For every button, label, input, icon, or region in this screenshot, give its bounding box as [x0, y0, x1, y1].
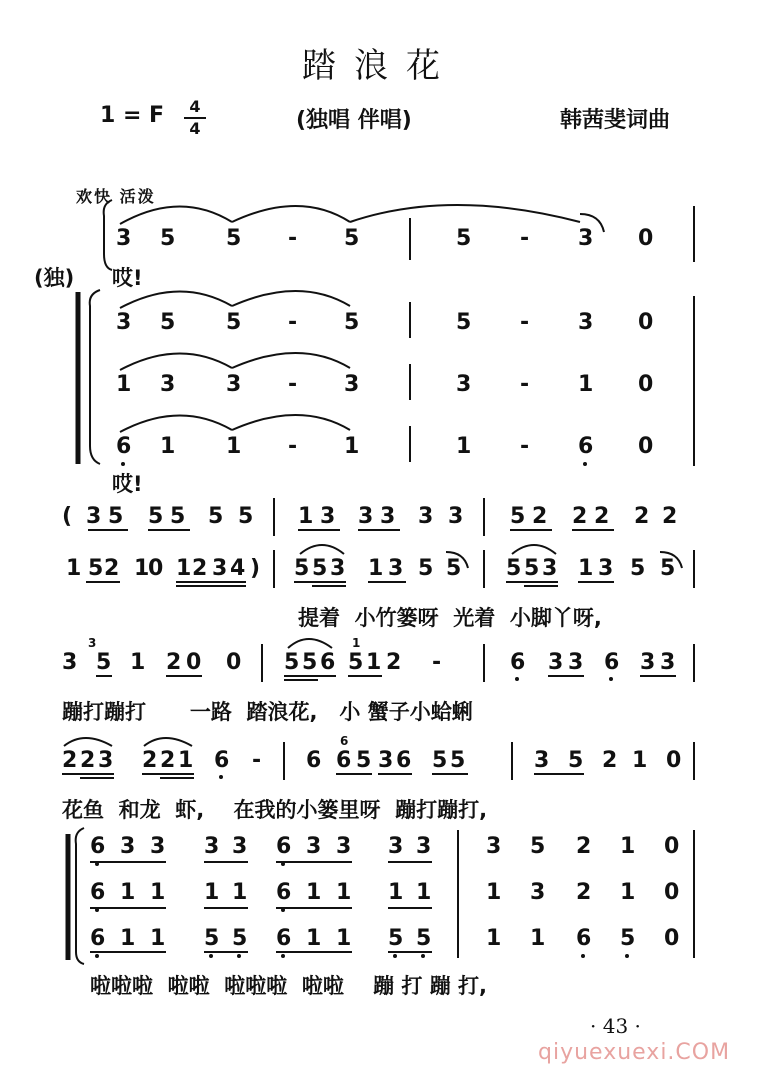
- note: 1: [530, 926, 546, 951]
- low-octave-dot: [281, 908, 285, 912]
- note: 1: [336, 880, 352, 905]
- note: 5: [160, 226, 176, 251]
- note: 1: [632, 748, 648, 773]
- grace-note: 1: [352, 636, 361, 650]
- low-octave-dot: [421, 954, 425, 958]
- note: 5: [204, 926, 220, 951]
- song-title: 踏浪花: [302, 46, 458, 86]
- choir-staff-1: [0, 310, 760, 350]
- note: 5: [524, 556, 540, 581]
- note: 5: [416, 926, 432, 951]
- note: 6: [90, 834, 106, 859]
- note: 5: [660, 556, 676, 581]
- note: 5: [96, 650, 112, 675]
- melody-line-3: [0, 650, 760, 690]
- rest: 0: [666, 748, 682, 773]
- note: 1: [120, 926, 136, 951]
- dash: -: [288, 226, 298, 251]
- note: 3: [378, 748, 394, 773]
- note: 1: [130, 650, 146, 675]
- dash: -: [288, 434, 298, 459]
- low-octave-dot: [625, 954, 629, 958]
- low-octave-dot: [583, 462, 587, 466]
- note: 3: [416, 834, 432, 859]
- slur: [232, 291, 350, 306]
- note: 5: [284, 650, 300, 675]
- slur: [232, 206, 350, 222]
- note: 5: [418, 556, 434, 581]
- note: 1: [456, 434, 472, 459]
- note: 1: [232, 880, 248, 905]
- low-octave-dot: [95, 954, 99, 958]
- note: 6: [276, 926, 292, 951]
- note: 1: [306, 880, 322, 905]
- note: 6: [604, 650, 620, 675]
- note: 5: [238, 504, 254, 529]
- paren-close: ): [250, 556, 261, 581]
- dash: -: [252, 748, 262, 773]
- dash: -: [520, 226, 530, 251]
- note: 5: [530, 834, 546, 859]
- slur: [288, 639, 332, 648]
- note: 5: [312, 556, 328, 581]
- low-octave-dot: [515, 677, 519, 681]
- performance-type: (独唱 伴唱): [296, 108, 412, 133]
- note: 3: [388, 556, 404, 581]
- choir-staff-2: [0, 372, 760, 412]
- note: 3: [160, 372, 176, 397]
- note: 5: [446, 556, 462, 581]
- note: 6: [90, 926, 106, 951]
- note: 3: [568, 650, 584, 675]
- note: 6: [510, 650, 526, 675]
- time-signature-top: 4: [189, 97, 201, 116]
- note: 2: [62, 748, 78, 773]
- note: 3: [486, 834, 502, 859]
- slur: [120, 353, 232, 370]
- note: 1: [620, 834, 636, 859]
- dash: -: [520, 434, 530, 459]
- note: 5: [160, 310, 176, 335]
- note: 5: [208, 504, 224, 529]
- slur: [300, 545, 344, 554]
- note: 6: [336, 748, 352, 773]
- note: 2: [576, 834, 592, 859]
- note: 3: [660, 650, 676, 675]
- note: 3: [578, 226, 594, 251]
- note: 2: [602, 748, 618, 773]
- note: 1: [176, 556, 192, 581]
- slur: [232, 415, 350, 430]
- slur: [120, 291, 232, 308]
- note: 6: [320, 650, 336, 675]
- note: 1: [578, 556, 594, 581]
- note: 1: [366, 650, 382, 675]
- low-octave-dot: [95, 908, 99, 912]
- dash: -: [288, 310, 298, 335]
- melody-line-1: [0, 504, 760, 544]
- note: 3: [534, 748, 550, 773]
- solo-staff: [0, 226, 760, 266]
- note: 2: [192, 556, 208, 581]
- note: 2: [572, 504, 588, 529]
- lyric-line-2: 提着 小竹篓呀 光着 小脚丫呀,: [298, 606, 602, 630]
- tempo-marking: 欢快 活泼: [76, 187, 156, 206]
- slur: [512, 545, 556, 554]
- note: 5: [620, 926, 636, 951]
- note: 1: [178, 748, 194, 773]
- slur: [64, 738, 112, 746]
- note: 3: [358, 504, 374, 529]
- note: 5: [108, 504, 124, 529]
- low-octave-dot: [281, 954, 285, 958]
- rest: 0: [664, 926, 680, 951]
- time-signature: [184, 98, 206, 138]
- note: 3: [380, 504, 396, 529]
- slur: [232, 353, 350, 368]
- note: 0: [186, 650, 202, 675]
- note: 3: [62, 650, 78, 675]
- note: 3: [212, 556, 228, 581]
- note: 3: [120, 834, 136, 859]
- note: 5: [344, 310, 360, 335]
- note: 3: [86, 504, 102, 529]
- rest: 0: [638, 226, 654, 251]
- note: 1: [344, 434, 360, 459]
- note: 6: [306, 748, 322, 773]
- note: 1: [368, 556, 384, 581]
- low-octave-dot: [581, 954, 585, 958]
- note: 2: [104, 556, 120, 581]
- note: 1: [116, 372, 132, 397]
- note: 1: [578, 372, 594, 397]
- time-signature-bottom: 4: [189, 119, 201, 138]
- note: 0: [148, 556, 164, 581]
- note: 1: [120, 880, 136, 905]
- note: 5: [88, 556, 104, 581]
- note: 1: [160, 434, 176, 459]
- note: 2: [576, 880, 592, 905]
- note: 5: [226, 226, 242, 251]
- low-octave-dot: [219, 775, 223, 779]
- dash: -: [520, 310, 530, 335]
- note: 5: [450, 748, 466, 773]
- note: 1: [416, 880, 432, 905]
- note: 3: [640, 650, 656, 675]
- grace-note: 6: [340, 734, 349, 748]
- low-octave-dot: [609, 677, 613, 681]
- note: 6: [276, 834, 292, 859]
- note: 5: [344, 226, 360, 251]
- note: 5: [388, 926, 404, 951]
- note: 5: [432, 748, 448, 773]
- choir-part-1: [0, 834, 760, 874]
- note: 3: [388, 834, 404, 859]
- key-signature: 1 = F: [100, 103, 165, 128]
- low-octave-dot: [237, 954, 241, 958]
- note: 2: [594, 504, 610, 529]
- note: 3: [306, 834, 322, 859]
- note: 2: [386, 650, 402, 675]
- lyric-choir: 哎!: [112, 472, 143, 496]
- credits: 韩茜斐词曲: [560, 108, 671, 133]
- note: 2: [166, 650, 182, 675]
- note: 3: [344, 372, 360, 397]
- slur: [144, 738, 192, 746]
- lyric-solo: 哎!: [112, 266, 143, 290]
- note: 3: [448, 504, 464, 529]
- note: 6: [396, 748, 412, 773]
- note: 5: [510, 504, 526, 529]
- note: 3: [98, 748, 114, 773]
- note: 3: [116, 310, 132, 335]
- note: 2: [160, 748, 176, 773]
- note: 1: [66, 556, 82, 581]
- melody-line-2: [0, 556, 760, 596]
- note: 4: [230, 556, 246, 581]
- note: 6: [90, 880, 106, 905]
- page-number: · 43 ·: [590, 1014, 641, 1038]
- low-octave-dot: [95, 862, 99, 866]
- note: 5: [456, 226, 472, 251]
- note: 3: [530, 880, 546, 905]
- low-octave-dot: [281, 862, 285, 866]
- rest: 0: [638, 434, 654, 459]
- dash: -: [288, 372, 298, 397]
- paren-open: (: [62, 504, 73, 529]
- note: 3: [150, 834, 166, 859]
- note: 1: [150, 880, 166, 905]
- rest: 0: [664, 834, 680, 859]
- note: 1: [486, 926, 502, 951]
- note: 2: [662, 504, 678, 529]
- note: 5: [630, 556, 646, 581]
- note: 3: [232, 834, 248, 859]
- note: 6: [578, 434, 594, 459]
- note: 3: [116, 226, 132, 251]
- note: 5: [226, 310, 242, 335]
- lyric-line-3: 蹦打蹦打 一路 踏浪花, 小 蟹子小蛤蜊: [62, 700, 473, 724]
- note: 6: [116, 434, 132, 459]
- rest: 0: [638, 372, 654, 397]
- note: 2: [80, 748, 96, 773]
- note: 5: [302, 650, 318, 675]
- note: 5: [294, 556, 310, 581]
- rest: 0: [226, 650, 242, 675]
- watermark: qiyuexuexi.COM: [538, 1040, 731, 1065]
- note: 3: [330, 556, 346, 581]
- slur: [350, 205, 580, 222]
- note: 1: [226, 434, 242, 459]
- choir-part-2: [0, 880, 760, 920]
- dash: -: [432, 650, 442, 675]
- grace-note: 3: [88, 636, 97, 650]
- note: 5: [148, 504, 164, 529]
- melody-line-4: [0, 748, 760, 788]
- note: 2: [142, 748, 158, 773]
- note: 1: [336, 926, 352, 951]
- note: 6: [214, 748, 230, 773]
- note: 1: [298, 504, 314, 529]
- slur: [120, 206, 232, 224]
- note: 1: [150, 926, 166, 951]
- note: 3: [336, 834, 352, 859]
- note: 1: [388, 880, 404, 905]
- note: 5: [356, 748, 372, 773]
- note: 3: [418, 504, 434, 529]
- rest: 0: [664, 880, 680, 905]
- rest: 0: [638, 310, 654, 335]
- note: 1: [204, 880, 220, 905]
- note: 5: [348, 650, 364, 675]
- note: 3: [548, 650, 564, 675]
- lyric-line-4: 花鱼 和龙 虾, 在我的小篓里呀 蹦打蹦打,: [62, 798, 488, 822]
- note: 2: [532, 504, 548, 529]
- choir-part-3: [0, 926, 760, 966]
- note: 1: [306, 926, 322, 951]
- note: 3: [456, 372, 472, 397]
- part-label-solo: (独): [34, 266, 75, 290]
- note: 5: [232, 926, 248, 951]
- lyric-choir-2: 啦啦啦 啦啦 啦啦啦 啦啦 蹦 打 蹦 打,: [90, 974, 488, 998]
- note: 1: [486, 880, 502, 905]
- low-octave-dot: [209, 954, 213, 958]
- low-octave-dot: [393, 954, 397, 958]
- note: 3: [578, 310, 594, 335]
- note: 5: [568, 748, 584, 773]
- note: 5: [170, 504, 186, 529]
- note: 3: [204, 834, 220, 859]
- note: 5: [506, 556, 522, 581]
- note: 6: [576, 926, 592, 951]
- note: 2: [634, 504, 650, 529]
- note: 1: [134, 556, 150, 581]
- low-octave-dot: [121, 462, 125, 466]
- note: 3: [598, 556, 614, 581]
- note: 6: [276, 880, 292, 905]
- slur: [120, 415, 232, 432]
- note: 3: [542, 556, 558, 581]
- note: 1: [620, 880, 636, 905]
- note: 3: [226, 372, 242, 397]
- note: 3: [320, 504, 336, 529]
- dash: -: [520, 372, 530, 397]
- note: 5: [456, 310, 472, 335]
